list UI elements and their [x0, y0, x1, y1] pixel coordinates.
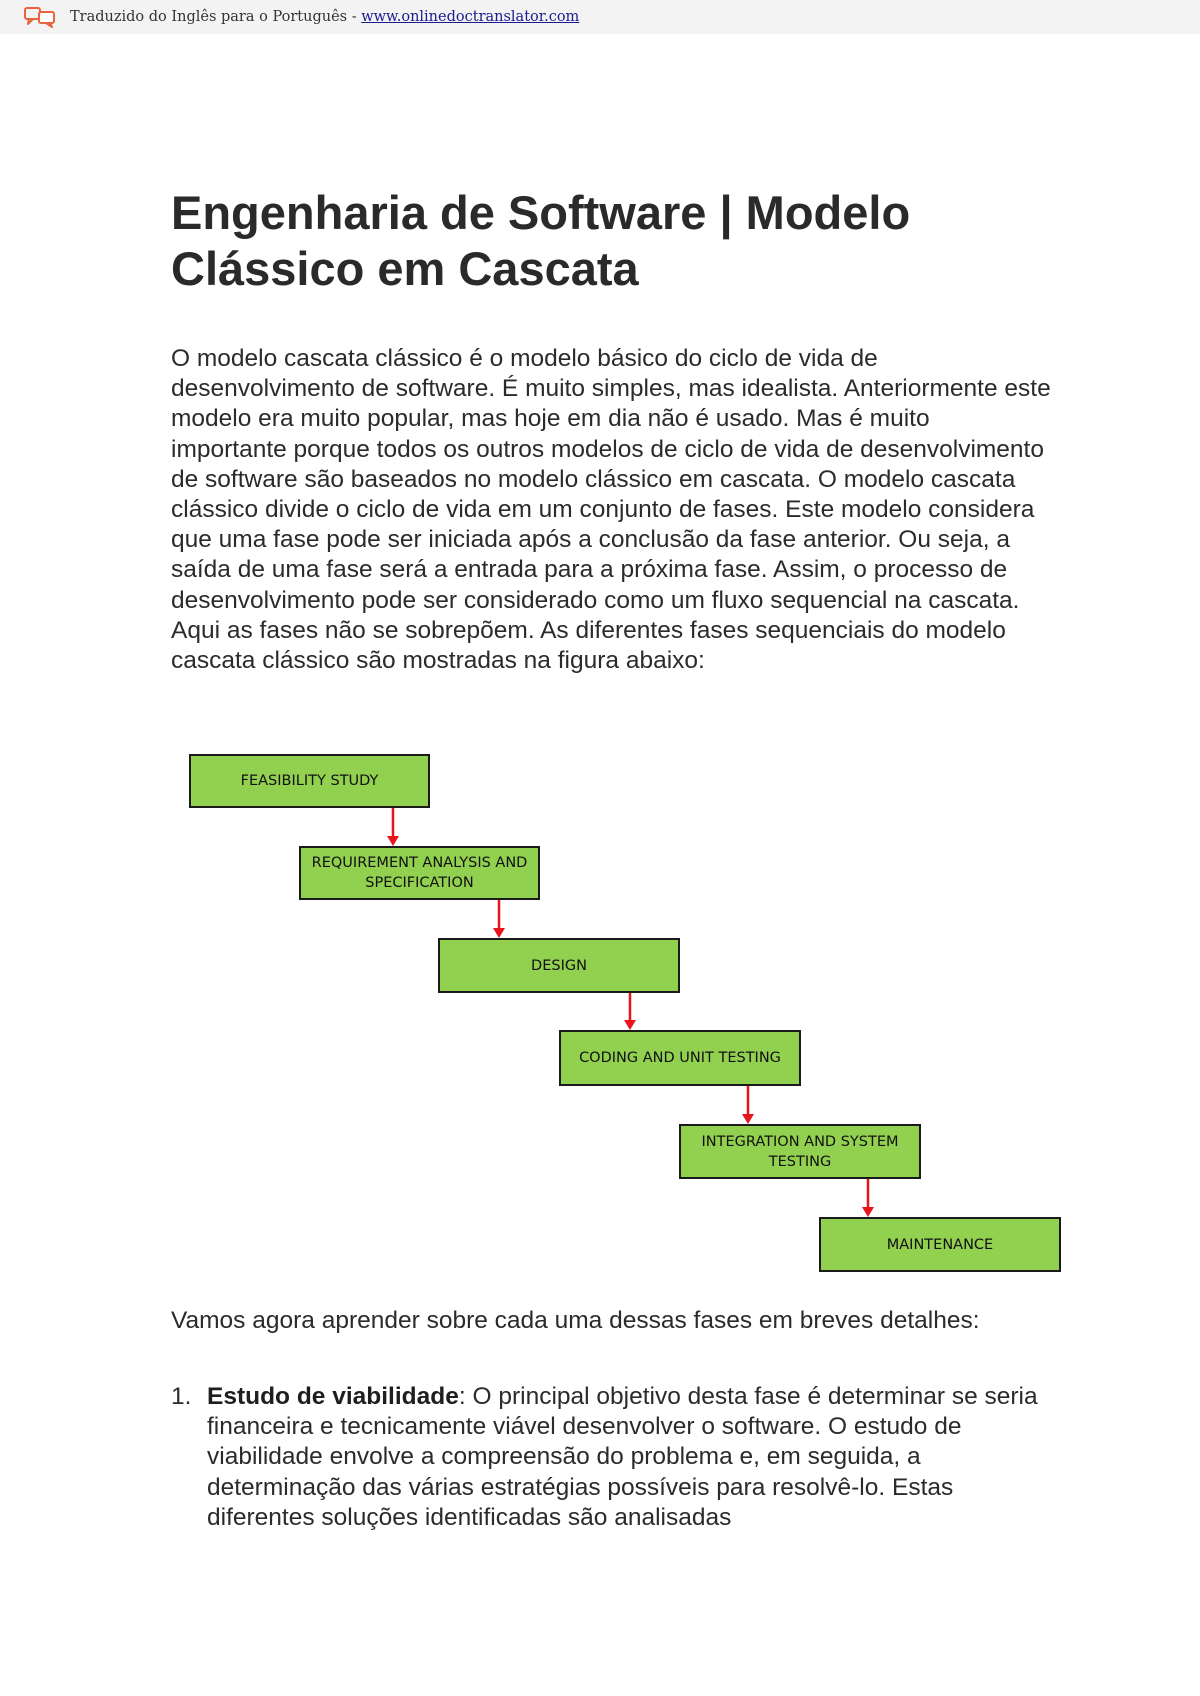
arrow-down-icon — [385, 808, 401, 846]
arrow-down-icon — [860, 1179, 876, 1217]
translator-banner — [0, 0, 1200, 34]
translation-note-text: Traduzido do Inglês para o Português - — [70, 9, 362, 25]
translate-logo-icon — [24, 6, 56, 28]
title-line-2: Clássico em Cascata — [171, 242, 639, 295]
translation-note — [70, 9, 579, 25]
arrow-down-icon — [740, 1086, 756, 1124]
phase-integration-system-testing: INTEGRATION AND SYSTEM TESTING — [679, 1124, 921, 1179]
list-item-body — [207, 1382, 1047, 1533]
intro-paragraph: O modelo cascata clássico é o modelo básico do ciclo de vida de desenvolvimento de software. É muito simples, mas idealista. Anteriormente este modelo era muito popular, mas hoje em dia não é usado. Mas é muito importante porque todos os outros modelos de ciclo de vida de desenvolvimento de software são baseados no modelo clássico em cascata. O modelo cascata clássico divide o ciclo de vida em um conjunto de fases. Este modelo considera que uma fase pode ser iniciada após a conclusão da fase anterior. Ou seja, a saída de uma fase será a entrada para a próxima fase. Assim, o processo de desenvolvimento pode ser considerado como um fluxo sequencial na cascata. Aqui as fases não se sobrepõem. As diferentes fases sequenciais do modelo cascata clássico são mostradas na figura abaixo: — [171, 345, 1051, 675]
phase-requirement-analysis: REQUIREMENT ANALYSIS AND SPECIFICATION — [299, 846, 540, 900]
list-item-term: Estudo de viabilidade — [207, 1383, 459, 1410]
list-item-text: : O principal objetivo desta fase é determinar se seria financeira e tecnicamente viável desenvolver o software. O estudo de viabilidade envolve a compreensão do problema e, em seguida, a determinação das várias estratégias possíveis para resolvê-lo. Estas diferentes soluções identificadas são analisadas — [207, 1383, 1038, 1531]
list-item-number: 1. — [171, 1383, 192, 1410]
phase-coding-unit-testing: CODING AND UNIT TESTING — [559, 1030, 801, 1086]
title-line-1: Engenharia de Software | Modelo — [171, 186, 911, 239]
phase-feasibility-study: FEASIBILITY STUDY — [189, 754, 430, 808]
arrow-down-icon — [491, 900, 507, 938]
page-title — [171, 185, 1071, 297]
phase-maintenance: MAINTENANCE — [819, 1217, 1061, 1272]
phases-intro-paragraph: Vamos agora aprender sobre cada uma dessas fases em breves detalhes: — [171, 1307, 980, 1334]
arrow-down-icon — [622, 993, 638, 1030]
translator-link[interactable]: www.onlinedoctranslator.com — [361, 9, 580, 25]
phase-design: DESIGN — [438, 938, 680, 993]
